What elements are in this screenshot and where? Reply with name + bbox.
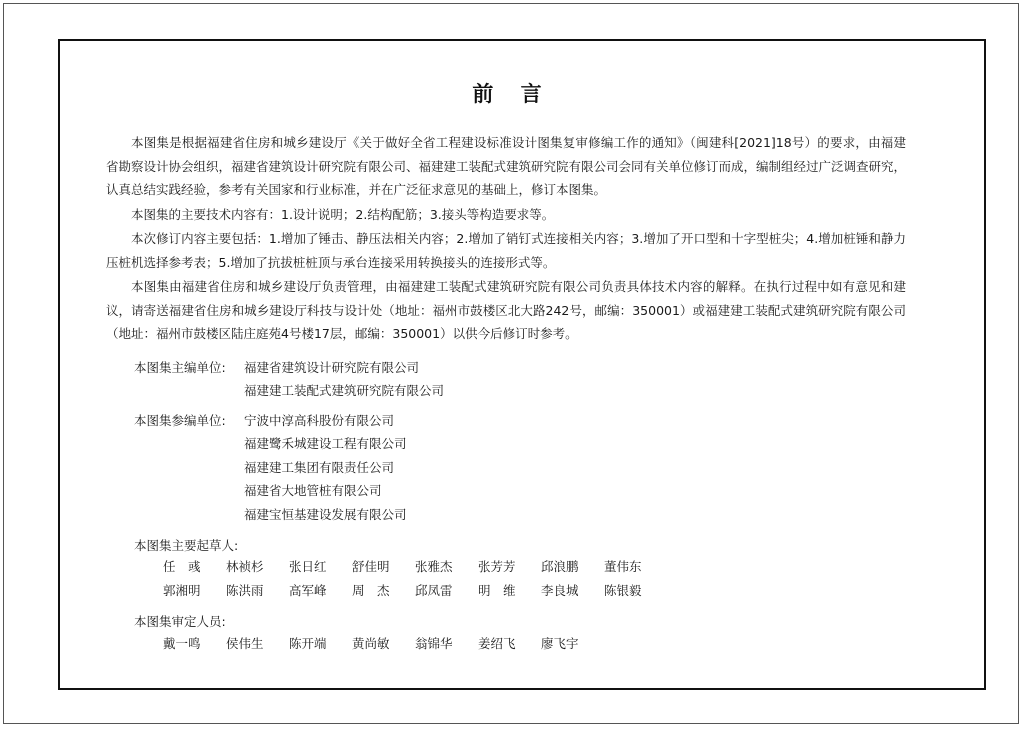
paragraph-basis: 本图集是根据福建省住房和城乡建设厅《关于做好全省工程建设标准设计图集复审修编工作的通知》（闽建科[2021]18号）的要求，由福建省勘察设计协会组织，福建省建筑设计研究院有限公司、福建建工装配式建筑研究院有限公司会同有关单位修订而成，编制组经过广泛调查研究，认真总结实践经验，参考有关国家和行业标准，并在广泛征求意见的基础上，修订本图集。 [106, 135, 907, 197]
reviewer-name: 戴一鸣 [163, 636, 201, 651]
page-title: 前 言 [472, 81, 552, 106]
participant-unit: 福建省大地管桩有限公司 [244, 483, 382, 498]
reviewer-name: 廖飞宇 [541, 636, 579, 651]
chief-editor-unit: 福建建工装配式建筑研究院有限公司 [244, 383, 445, 398]
drafter-name: 陈银毅 [604, 583, 642, 598]
drafters-label: 本图集主要起草人: [134, 538, 239, 553]
paragraph-revisions: 本次修订内容主要包括：1.增加了锤击、静压法相关内容；2.增加了销钉式连接相关内容；3.增加了开口型和十字型桩尖；4.增加桩锤和静力压桩机选择参考表；5.增加了抗拔桩桩顶与承台连接采用转换接头的连接形式等。 [106, 231, 906, 270]
drafter-name: 周 杰 [352, 583, 390, 598]
participants-label: 本图集参编单位: [134, 413, 226, 428]
drafter-name: 郭湘明 [163, 583, 201, 598]
drafter-name: 张日红 [289, 559, 327, 574]
participant-unit: 宁波中淳高科股份有限公司 [244, 413, 395, 428]
reviewer-name: 姜绍飞 [478, 636, 516, 651]
reviewer-name: 陈开端 [289, 636, 327, 651]
chief-editors-label: 本图集主编单位: [134, 360, 226, 375]
drafter-name: 邱浪鹏 [541, 559, 579, 574]
drafter-name: 舒佳明 [352, 559, 390, 574]
drafter-name: 董伟东 [604, 559, 642, 574]
drafter-name: 陈洪雨 [226, 583, 264, 598]
participant-unit: 福建建工集团有限责任公司 [244, 460, 395, 475]
drafter-name: 高军峰 [289, 583, 327, 598]
participant-unit: 福建宝恒基建设发展有限公司 [244, 507, 407, 522]
drafter-name: 李良城 [541, 583, 579, 598]
reviewer-name: 翁锦华 [415, 636, 453, 651]
reviewer-name: 侯伟生 [226, 636, 264, 651]
drafter-name: 明 维 [478, 583, 516, 598]
drafter-name: 林祯杉 [226, 559, 264, 574]
drafter-name: 张芳芳 [478, 559, 516, 574]
reviewer-name: 黄尚敏 [352, 636, 390, 651]
drafter-name: 任 彧 [163, 559, 201, 574]
paragraph-contents: 本图集的主要技术内容有：1.设计说明；2.结构配筋；3.接头等构造要求等。 [131, 207, 555, 222]
reviewers-label: 本图集审定人员: [134, 614, 226, 629]
chief-editor-unit: 福建省建筑设计研究院有限公司 [244, 360, 420, 375]
drafter-name: 邱凤雷 [415, 583, 453, 598]
participant-unit: 福建鹭禾城建设工程有限公司 [244, 436, 407, 451]
drafter-name: 张雅杰 [415, 559, 453, 574]
paragraph-management: 本图集由福建省住房和城乡建设厅负责管理，由福建建工装配式建筑研究院有限公司负责具体技术内容的解释。在执行过程中如有意见和建议，请寄送福建省住房和城乡建设厅科技与设计处（地址：福州市鼓楼区北大路242号，邮编：350001）或福建建工装配式建筑研究院有限公司（地址：福州市鼓楼区陆庄庭苑4号楼17层，邮编：350001）以供今后修订时参考。 [106, 279, 906, 341]
